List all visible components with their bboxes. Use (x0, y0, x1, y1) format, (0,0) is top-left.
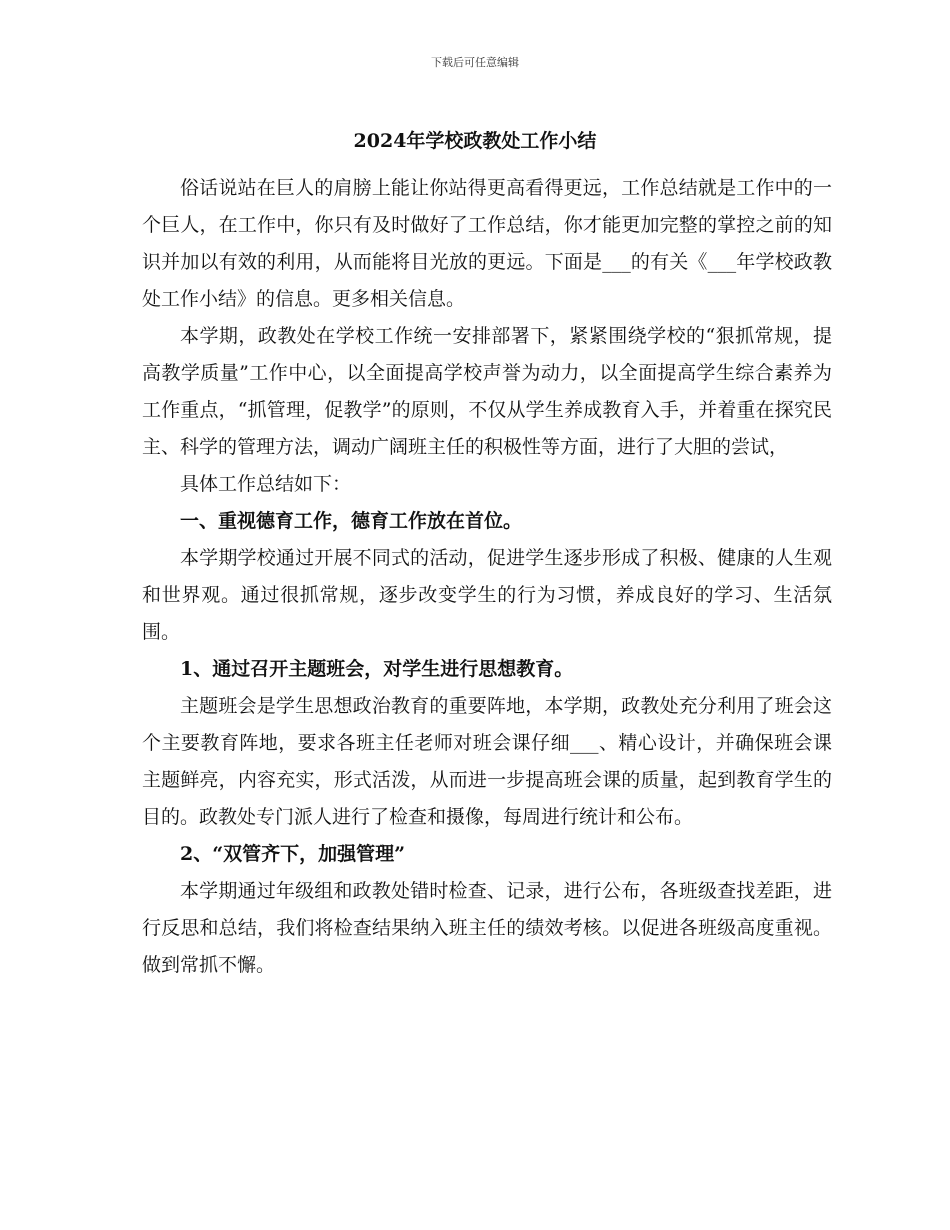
paragraph: 俗话说站在巨人的肩膀上能让你站得更高看得更远，工作总结就是工作中的一个巨人，在工作中，你只有及时做好了工作总结，你才能更加完整的掌控之前的知识并加以有效的利用，从而能将目光放的更远。下面是___的有关《___年学校政教处工作小结》的信息。更多相关信息。 (142, 177, 832, 310)
section-heading: 2、“双管齐下，加强管理” (180, 843, 406, 865)
document-title: 2024年学校政教处工作小结 (353, 130, 597, 152)
header-note: 下载后可任意编辑 (431, 56, 519, 69)
paragraph: 本学期学校通过开展不同式的活动，促进学生逐步形成了积极、健康的人生观和世界观。通过很抓常规，逐步改变学生的行为习惯，养成良好的学习、生活氛围。 (142, 547, 832, 643)
section-heading: 一、重视德育工作，德育工作放在首位。 (180, 510, 523, 532)
paragraph: 主题班会是学生思想政治教育的重要阵地，本学期，政教处充分利用了班会这个主要教育阵地，要求各班主任老师对班会课仔细___、精心设计，并确保班会课主题鲜亮，内容充实，形式活泼，从而进一步提高班会课的质量，起到教育学生的目的。政教处专门派人进行了检查和摄像，每周进行统计和公布。 (142, 695, 832, 828)
paragraph: 本学期，政教处在学校工作统一安排部署下，紧紧围绕学校的“狠抓常规，提高教学质量”工作中心，以全面提高学校声誉为动力，以全面提高学生综合素养为工作重点，“抓管理，促教学”的原则，不仅从学生养成教育入手，并着重在探究民主、科学的管理方法，调动广阔班主任的积极性等方面，进行了大胆的尝试， (142, 325, 832, 458)
document-body (142, 170, 832, 984)
paragraph: 本学期通过年级组和政教处错时检查、记录，进行公布，各班级查找差距，进行反思和总结，我们将检查结果纳入班主任的绩效考核。以促进各班级高度重视。做到常抓不懈。 (142, 880, 832, 976)
paragraph: 具体工作总结如下： (180, 473, 352, 495)
section-heading: 1、通过召开主题班会，对学生进行思想教育。 (180, 658, 574, 680)
